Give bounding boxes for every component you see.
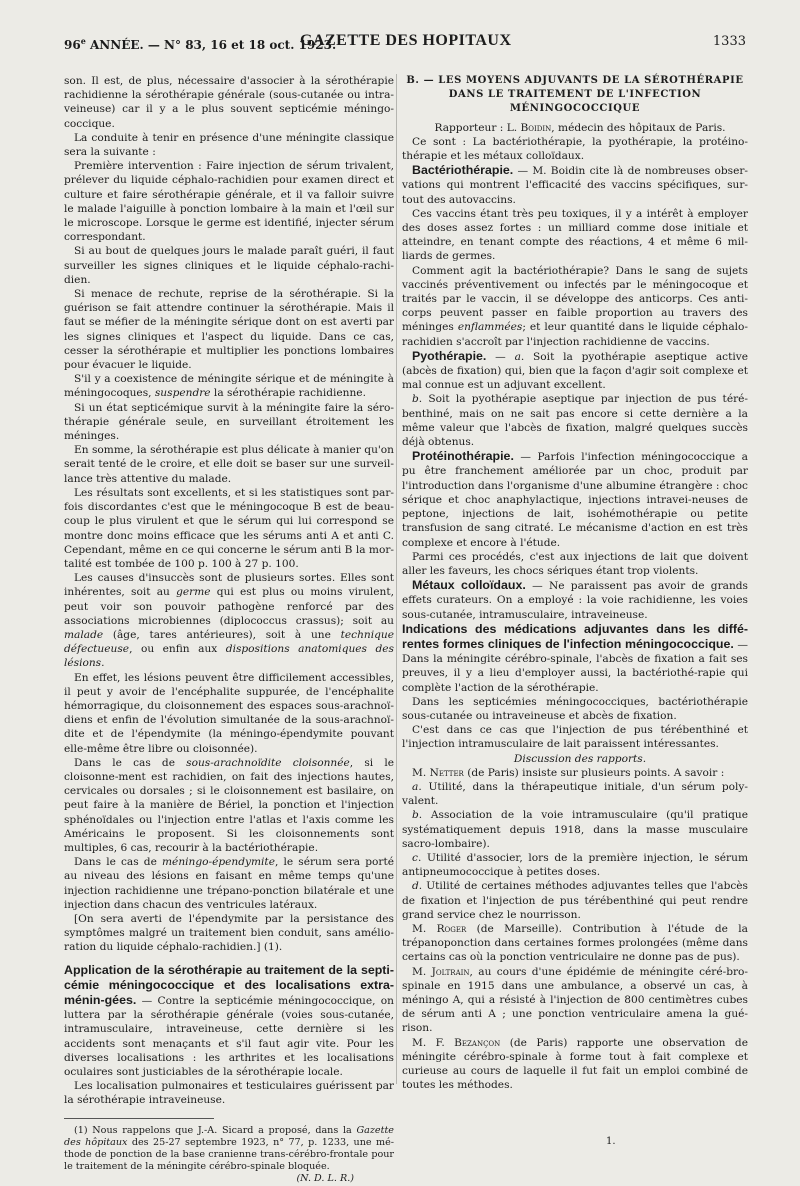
paragraph — [64, 372, 394, 400]
list-item — [402, 780, 748, 808]
text: — Parfois l'infection méningococcique a pu être franchement améliorée par un choc, produit par l'introduction dans l'organisme d'une albumine étrangère : choc sérique et choc anaphylactique, injections intravei-neuses de peptone, injections de lait, isohémothérapie ou petite transfusion de sang citraté. Le mécanisme d'action en est très complexe et encore à l'étude. — [402, 451, 748, 549]
page-number: 1333 — [712, 34, 746, 49]
text: . Soit la pyothérapie aseptique par injection de pus téré-benthiné, mais on ne sait pas encore si cette dernière a la même valeur que l'abcès de fixation, malgré quelques succès déjà obtenus. — [402, 393, 748, 449]
issue-info — [64, 36, 336, 52]
italic-text: c — [412, 851, 418, 864]
italic-text: malade — [64, 628, 104, 641]
italic-text: b — [412, 393, 419, 406]
text: (de Paris) rapporte une observation de méningite cérébro-spinale à forme tout à fait complexe et curieuse au cours de laquelle il fut fait un emploi combiné de toutes les méthodes. — [402, 1036, 748, 1092]
issue-sup: e — [80, 36, 86, 46]
issue-number: 96 — [64, 38, 81, 52]
paragraph: [On sera averti de l'épendymite par la persistance des symptômes malgré un traitement bien conduit, sans amélio-ration du liquide céphalo-rachidien.] (1). — [64, 912, 394, 954]
paragraph: Ces vaccins étant très peu toxiques, il y a intérêt à employer des doses assez fortes : un milliard comme dose initiale et atteindre, en tenant compte des réactions, 4 et même 6 mil-liards de germes. — [402, 207, 748, 263]
text: M. — [412, 965, 432, 978]
text: . Utilité d'associer, lors de la première injection, le sérum antipneumococcique à petites doses. — [402, 851, 748, 879]
text: — Ne paraissent pas avoir de grands effets curateurs. On a employé : la voie rachidienne, les voies sous-cutanée, intramusculaire, intraveineuse. — [402, 580, 748, 621]
paragraph — [402, 622, 748, 695]
paragraph: Si menace de rechute, reprise de la sérothérapie. Si la guérison se fait attendre continuer la sérothérapie. Mais il faut se méfier de la méningite sérique dont on est averti par les signes cliniques et l'aspect du liquide. Dans ce cas, cesser la sérothérapie et multiplier les ponctions lombaires pour évacuer le liquide. — [64, 288, 394, 372]
italic-text: technique défectueuse — [64, 628, 394, 656]
italic-text: a — [412, 780, 419, 793]
text: M. F. — [412, 1036, 455, 1049]
text: . Utilité de certaines méthodes adjuvantes telles que l'abcès de fixation et l'injection de pus térébenthiné qui peut rendre grand service chez le nourrisson. — [402, 880, 748, 921]
text: . Soit la pyothérapie aseptique active (abcès de fixation) qui, bien que la façon d'agir soit complexe et mal connue est un adjuvant excellent. — [402, 350, 748, 392]
paragraph — [402, 392, 748, 449]
paragraph: Première intervention : Faire injection de sérum trivalent, prélever du liquide céphalo-rachidien pour examen direct et culture et faire sérothérapie générale, et il va falloir suivre le malade l'aiguille à ponction lombaire à la main et l'œil sur le microscope. Lorsque le germe est identifié, injecter sérum correspondant. — [64, 160, 394, 244]
text: , ou enfin aux — [129, 643, 226, 656]
paragraph — [402, 264, 748, 349]
section-title: B. — LES MOYENS ADJUVANTS DE LA SÉROTHÉRAPIE DANS LE TRAITEMENT DE L'INFECTION MÉNINGOCOCCIQUE — [406, 75, 744, 115]
left-column — [64, 74, 394, 1186]
paragraph — [402, 766, 748, 780]
paragraph — [402, 449, 748, 549]
paragraph: Parmi ces procédés, c'est aux injections de lait que doivent aller les faveurs, les chocs sériques étant trop violents. — [402, 550, 748, 577]
journal-title: GAZETTE DES HOPITAUX — [300, 32, 512, 49]
text: M. — [412, 766, 430, 779]
right-column — [402, 74, 748, 1092]
italic-text: germe — [176, 586, 211, 599]
footnote-text — [64, 1125, 394, 1174]
author-name: Joltrain — [431, 965, 470, 978]
text: — — [486, 350, 515, 363]
paragraph — [402, 578, 748, 622]
text: , le sérum sera porté au niveau des lésions en faisant en même temps qu'une injection rachidienne une trépano-ponction bilatérale et une injection dans chacun des ventricules latéraux. — [64, 856, 394, 911]
text: Dans le cas de — [74, 756, 187, 769]
paragraph — [64, 571, 394, 670]
text: , médecin des hôpitaux de Paris. — [551, 121, 726, 134]
text: la sérothérapie rachidienne. — [210, 387, 366, 400]
paragraph: Ce sont : La bactériothérapie, la pyothérapie, la protéino-thérapie et les métaux colloïdaux. — [402, 135, 748, 163]
text: (1) Nous rappelons que J.-A. Sicard a proposé, dans la — [74, 1124, 357, 1136]
footnote — [64, 1125, 394, 1186]
subsection-heading: Indications des médications adjuvantes dans les diffé-rentes formes cliniques de l'infection méningococcique. — [402, 621, 748, 651]
paragraph — [64, 855, 394, 912]
paragraph: Les localisation pulmonaires et testiculaires guérissent par la sérothérapie intraveineuse. — [64, 1080, 394, 1107]
italic-text: d — [412, 880, 419, 893]
text: , au cours d'une épidémie de méningite céré-bro-spinale en 1915 dans une ambulance, a observé un cas, à méningo A, qui a résisté à l'injection de 800 centimètres cubes de sérum anti A ; une ponction ventriculaire amena la gué-rison. — [402, 965, 748, 1035]
author-name: Netter — [429, 766, 464, 779]
text: (de Marseille). Contribution à l'étude de la trépanoponction dans certaines formes prolongées (même dans certains cas où la ponction ventriculaire ne donne pas de pus). — [402, 922, 748, 964]
author-name: Roger — [436, 922, 467, 935]
paragraph — [64, 756, 394, 855]
paragraph: En effet, les lésions peuvent être difficilement accessibles, il peut y avoir de l'encéphalite suppurée, de l'encéphalite hémorragique, du cloisonnement des espaces sous-arachnoï-diens et enfin de l'évolution simultanée de la sous-arachnoï-dite et de l'épendymite (la méningo-épendymite pouvant elle-même être libre ou cloisonnée). — [64, 671, 394, 755]
paragraph: Les résultats sont excellents, et si les statistiques sont par-fois discordantes c'est que le méningocoque B est de beau-coup le plus virulent et que le sérum qui lui correspond se montre donc moins efficace que les sérums anti A et anti C. Cependant, même en ce qui concerne le sérum anti B la mor-talité est tombée de 100 p. 100 à 27 p. 100. — [64, 486, 394, 570]
text: . Association de la voie intramusculaire (qu'il pratique systématiquement depuis 1918, dans la masse musculaire sacro-lombaire). — [402, 809, 748, 850]
italic-text: enflammées — [457, 321, 523, 334]
footnote-signature: (N. D. L. R.) — [296, 1173, 354, 1185]
italic-text: dispositions anatomiques des lésions. — [64, 643, 394, 670]
italic-text: méningo-épendymite — [162, 856, 275, 869]
rapporteur-line — [402, 121, 748, 135]
italic-text: b — [412, 809, 419, 822]
text: M. — [412, 922, 437, 935]
subsection-heading: Protéinothérapie. — [412, 449, 514, 464]
text: Dans le cas de — [74, 856, 162, 869]
text: qui est plus ou moins virulent, peut voir son pouvoir pathogène renforcé par des associations microbiennes (diplococcus crassus); soit au — [64, 586, 394, 627]
section-heading: Application de la sérothérapie au traitement de la septi-cémie méningococcique et des localisations extra-ménin-gées. — [64, 962, 394, 1007]
bottom-mark: 1. — [606, 1136, 616, 1147]
italic-text: sous-arachnoïdite cloisonnée — [186, 756, 350, 769]
text: — Contre la septicémie méningococcique, on luttera par la sérothérapie générale (voies sous-cutanée, intramusculaire, intraveineuse, cette dernière si les accidents sont menaçants et s'il faut agir vite. Pour les diverses localisations : les arthrites et les localisations oculaires sont justiciables de la sérothérapie locale. — [64, 995, 394, 1079]
text: (âge, tares antérieures), soit à une — [103, 628, 341, 641]
text: des 25-27 septembre 1923, n° 77, p. 1233, une mé-thode de ponction de la base cranienne trans-cérébro-frontale pour le traitement de la méningite cérébro-spinale bloquée. — [64, 1136, 394, 1173]
paragraph: Si au bout de quelques jours le malade paraît guéri, il faut surveiller les signes cliniques et le liquide céphalo-rachi-dien. — [64, 245, 394, 286]
subsection-heading: Pyothérapie. — [412, 348, 487, 363]
italic-text: Gazette des hôpitaux — [64, 1124, 394, 1148]
issue-date: ANNÉE. — N° 83, 16 et 18 oct. 1923. — [85, 38, 337, 52]
list-item — [402, 879, 748, 922]
paragraph — [402, 1036, 748, 1093]
author-name: Bezançon — [454, 1036, 501, 1049]
section-paragraph — [64, 963, 394, 1080]
text: S'il y a coexistence de méningite sérique et de méningite à méningocoques, — [64, 373, 394, 400]
italic-text: suspendre — [154, 387, 211, 400]
text: , si le cloisonne-ment est rachidien, on fait des injections hautes, cervicales ou dorsales ; si le cloisonnement est basilaire, on peut faire à la manière de Bériel, la ponction et l'injection sphénoïdales ou l'injection entre l'atlas et l'axis comme les Américains le proposent. Si les cloisonnements sont multiples, 6 cas, recourir à la bactériothérapie. — [64, 756, 394, 854]
text: Comment agit la bactériothérapie? Dans le sang de sujets vaccinés préventivement ou infectés par le méningocoque et traités par le vaccin, il se développe des anticorps. Ces anti-corps peuvent passer en faible proportion au travers des méninges — [402, 264, 748, 334]
paragraph: Si un état septicémique survit à la méningite faire la séro-thérapie générale seule, en surveillant étroitement les méninges. — [64, 401, 394, 443]
paragraph — [402, 163, 748, 207]
paragraph: Dans les septicémies méningococciques, bactériothérapie sous-cutanée ou intraveineuse et abcès de fixation. — [402, 695, 748, 722]
paragraph: C'est dans ce cas que l'injection de pus térébenthiné et l'injection intramusculaire de lait paraissent intéressantes. — [402, 724, 748, 751]
text: ; et leur quantité dans le liquide céphalo-rachidien s'accroît par l'injection rachidienne de vaccins. — [402, 321, 748, 348]
discussion-heading: Discussion des rapports. — [513, 752, 647, 765]
text: Les causes d'insuccès sont de plusieurs sortes. Elles sont inhérentes, soit au — [64, 572, 394, 599]
text: — Dans la méningite cérébro-spinale, l'abcès de fixation a fait ses preuves, il y a lieu d'employer aussi, la bactériothé-rapie qui complète l'action de la sérothérapie. — [402, 638, 748, 694]
paragraph: En somme, la sérothérapie est plus délicate à manier qu'on serait tenté de le croire, et elle doit se baser sur une surveil-lance très attentive du malade. — [64, 444, 394, 485]
paragraph — [402, 922, 748, 965]
text: Rapporteur : L. — [434, 121, 521, 134]
subsection-heading: Bactériothérapie. — [412, 163, 514, 178]
text: . Utilité, dans la thérapeutique initiale, d'un sérum poly-valent. — [402, 780, 748, 808]
author-name: Boidin — [520, 121, 552, 134]
page-header — [64, 30, 750, 56]
footnote-divider — [64, 1118, 214, 1119]
paragraph — [402, 349, 748, 393]
italic-text: a — [514, 350, 521, 363]
paragraph — [402, 965, 748, 1036]
subsection-heading: Métaux colloïdaux. — [412, 578, 526, 593]
text: — M. Boidin cite là de nombreuses obser-vations qui montrent l'efficacité des vaccins spécifiques, sur-tout des autovaccins. — [402, 165, 748, 206]
text: (de Paris) insiste sur plusieurs points. A savoir : — [463, 766, 725, 779]
paragraph: son. Il est, de plus, nécessaire d'associer à la sérothérapie rachidienne la sérothérapie générale (sous-cutanée ou intra-veineuse) car il y a le plus souvent septicémie méningo-coccique. — [64, 75, 394, 130]
list-item — [402, 851, 748, 879]
list-item — [402, 808, 748, 851]
column-divider — [396, 74, 397, 1084]
paragraph: La conduite à tenir en présence d'une méningite classique sera la suivante : — [64, 131, 394, 159]
